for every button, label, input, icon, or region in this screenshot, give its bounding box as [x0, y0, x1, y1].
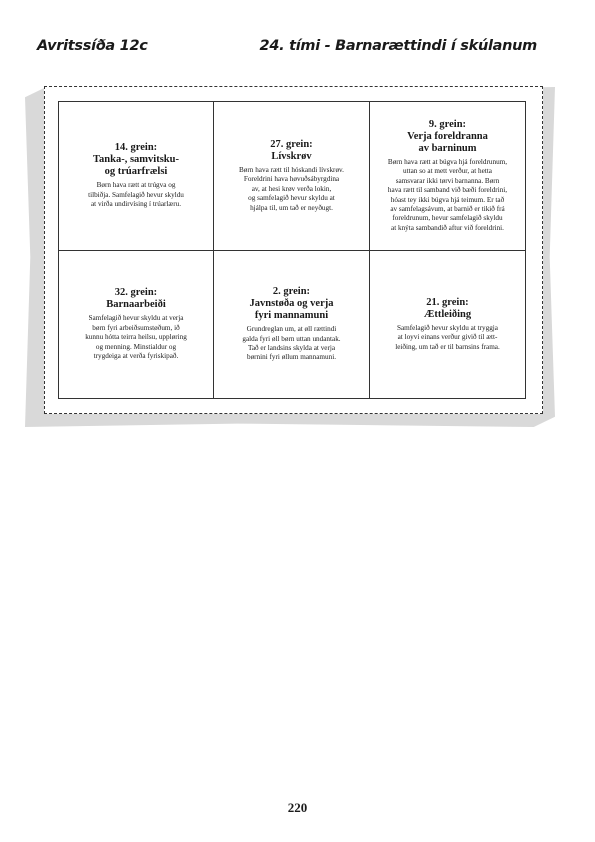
card-number: 27. grein: [270, 138, 313, 150]
card-title: Barnaarbeiði [106, 299, 166, 311]
card-number: 2. grein: [272, 286, 311, 298]
rights-card-grid [58, 101, 526, 399]
card-title: Lívskrøv [271, 150, 312, 162]
card-text: Børn hava rætt at búgva hjá foreldrunum, uttan so at mett verður, at hetta samsvarar ikki tørvi barnanna. Børn hava rætt til samband við bæði foreldrini, hóast tey ikki búgva hjá teimum. Er tað av samfelagsávum, at barnið er tikið frá foreldrunum, hevur samfelagið skyldu at knýta sambandið aftur við foreldrini. [387, 157, 508, 232]
card-article-27 [214, 102, 370, 251]
card-article-21 [370, 251, 525, 398]
card-text: Samfelagið hevur skyldu at verja børn fyri arbeiðsumstøðum, ið kunnu hótta teirra heilsu, uppløring og menning. Minstialdur og trygdeiga at verða fyriskipað. [85, 314, 187, 361]
card-article-9 [370, 102, 525, 251]
card-title: Tanka-, samvitsku- og trúarfrælsi [93, 154, 179, 178]
card-number: 14. grein: [114, 142, 158, 154]
card-text: Samfelagið hevur skyldu at tryggja at loyvi einans verður givið til ætt- leiðing, um tað er til barnsins frama. [395, 323, 500, 351]
page-header-right: 24. tími - Barnarættindi í skúlanum [259, 38, 537, 54]
card-title: Verja foreldranna av barninum [407, 130, 488, 154]
card-article-32 [59, 251, 214, 398]
card-number: 21. grein: [426, 296, 469, 308]
card-number: 32. grein: [114, 287, 158, 299]
card-article-14 [59, 102, 214, 251]
card-title: Ættleiðing [423, 308, 472, 320]
card-text: Børn hava rætt at trúgva og tilbiðja. Samfelagið hevur skyldu at virða undirvísing í trúarlæru. [88, 181, 184, 209]
page-number: 220 [287, 800, 308, 815]
page-header-left: Avritssíða 12c [37, 38, 148, 54]
card-title: Javnstøða og verja fyri mannamuni [249, 298, 334, 322]
card-number: 9. grein: [428, 118, 467, 130]
card-text: Børn hava rætt til hóskandi lívskrøv. Foreldrini hava høvuðsábyrgdina av, at hesi krøv verða lokin, og samfelagið hevur skyldu at hjálpa til, um tað er neyðugt. [239, 165, 344, 212]
card-article-2 [214, 251, 370, 398]
card-text: Grundreglan um, at øll rættindi galda fyri øll børn uttan undantak. Tað er landsins skylda at verja børnini fyri øllum mannamuni. [242, 325, 341, 362]
